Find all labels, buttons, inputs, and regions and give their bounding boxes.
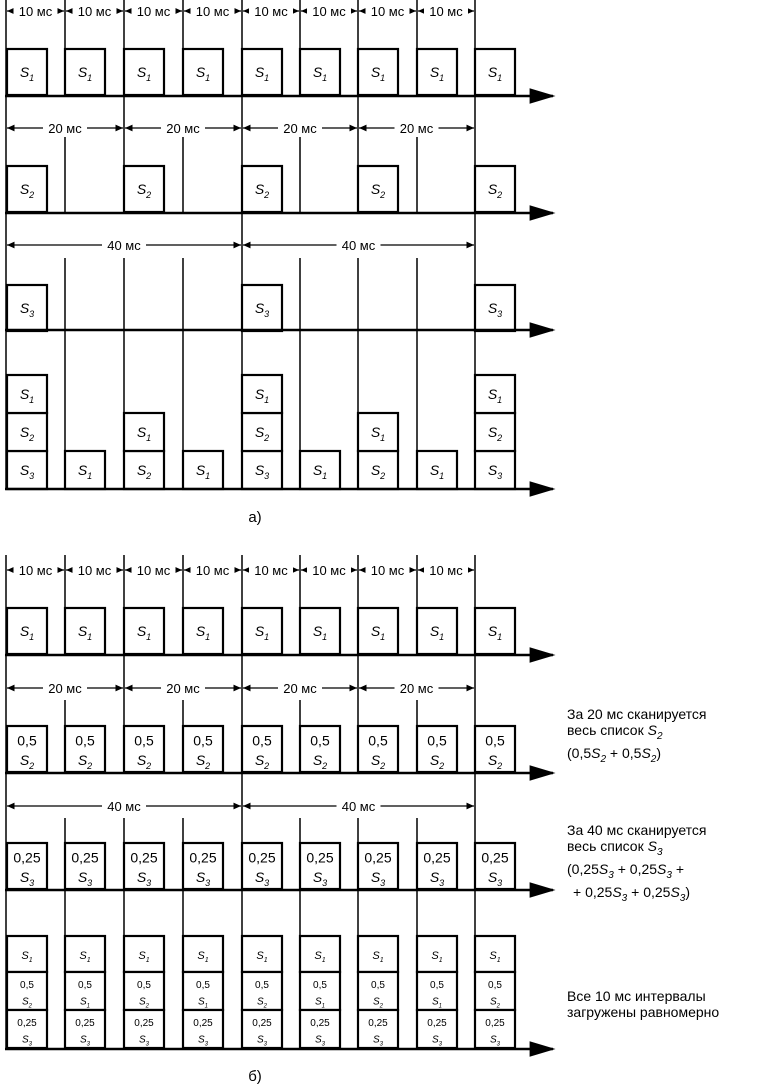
b-row4-col3-mid-coef: 0,5 (196, 979, 210, 991)
b-dim20-1-label: 20 мс (166, 681, 200, 696)
panel-a (5, 0, 553, 490)
b-row1-pulse-0-label: $S_1$ (19, 623, 35, 642)
b-row4-col6-top-label: $S_1$ (372, 950, 384, 964)
b-row4-col4-bot-coef: 0,25 (252, 1017, 272, 1029)
a-row4-stack5-item0-label: $S_1$ (312, 462, 328, 481)
a-dim40-1-label: 40 мс (341, 238, 376, 253)
a-dim20-3-label: 20 мс (399, 121, 434, 136)
b-row2-pulse-4-coef: 0,5 (252, 732, 272, 749)
note-40ms-line2: весь список $S_3$ (567, 838, 663, 858)
a-row4-stack8-item1-label: $S_2$ (487, 424, 503, 443)
b-row1-pulse-2-label: $S_1$ (136, 623, 152, 642)
b-row4-col2-mid-coef: 0,5 (137, 979, 151, 991)
b-dim20-0-label: 20 мс (48, 681, 82, 696)
b-row2-pulse-2-coef: 0,5 (134, 732, 154, 749)
a-row4-stack8-item2-label: $S_1$ (487, 386, 503, 405)
a-dim10-6-label: 10 мс (370, 4, 405, 19)
note-40ms-line4: + $0,25S_3 + 0,25S_3$) (573, 883, 691, 904)
a-dim10-5-label: 10 мс (312, 4, 346, 19)
a-dim10-0-label: 10 мс (18, 4, 53, 19)
b-row4-col7-bot-coef: 0,25 (427, 1017, 447, 1029)
b-dim10-7-label: 10 мс (429, 563, 463, 578)
panel-b (5, 555, 553, 1050)
note-20ms-line3: $(0,5S_2 + 0,5S_2)$ (567, 744, 662, 765)
b-row4-col5-bot-sym: $S_3$ (314, 1034, 326, 1048)
a-row4-stack6-item1-label: $S_1$ (370, 424, 386, 443)
a-row2-pulse-6-label: $S_2$ (370, 181, 386, 200)
b-row2-pulse-0-sym: $S_2$ (19, 752, 35, 772)
b-row3-pulse-3-sym: $S_3$ (195, 869, 211, 889)
b-row3-pulse-0-sym: $S_3$ (19, 869, 35, 889)
b-row3-pulse-6-sym: $S_3$ (370, 869, 386, 889)
a-dim20-2-label: 20 мс (283, 121, 317, 136)
b-row1-pulse-1-label: $S_1$ (77, 623, 93, 642)
note-uniform-line2: загружены равномерно (567, 1004, 720, 1020)
b-row2-pulse-8-coef: 0,5 (485, 732, 505, 749)
a-row3-pulse-8-label: $S_3$ (487, 300, 503, 319)
b-dim10-1-label: 10 мс (77, 563, 112, 578)
a-dim20-0-label: 20 мс (48, 121, 82, 136)
a-row1-pulse-6-label: $S_1$ (370, 64, 386, 83)
b-row4-col1-bot-sym: $S_3$ (79, 1034, 91, 1048)
b-row2-pulse-5-sym: $S_2$ (312, 752, 328, 772)
b-row1-pulse-3-label: $S_1$ (195, 623, 211, 642)
note-20ms-line1: За 20 мс сканируется (567, 706, 707, 722)
b-row4-col1-bot-coef: 0,25 (75, 1017, 95, 1029)
a-row1-pulse-0-label: $S_1$ (19, 64, 35, 83)
b-dim40-0-label: 40 мс (107, 799, 141, 814)
b-row4-col5-top-label: $S_1$ (314, 950, 326, 964)
b-row4-col3-mid-sym: $S_1$ (197, 996, 209, 1010)
b-row2-pulse-7-coef: 0,5 (427, 732, 447, 749)
b-row4-col2-bot-sym: $S_3$ (138, 1034, 150, 1048)
note-40ms-line3: ($0,25S_3 + 0,25S_3$ + (567, 860, 685, 881)
b-row4-col7-mid-sym: $S_1$ (431, 996, 443, 1010)
b-row4-col0-mid-sym: $S_2$ (21, 996, 33, 1010)
a-row4-stack1-item0-label: $S_1$ (77, 462, 93, 481)
a-row2-pulse-8-label: $S_2$ (487, 181, 503, 200)
a-dim20-1-label: 20 мс (166, 121, 200, 136)
b-row2-pulse-0-coef: 0,5 (17, 732, 37, 749)
a-row1-pulse-7-label: $S_1$ (429, 64, 445, 83)
b-dim10-6-label: 10 мс (370, 563, 405, 578)
a-row1-pulse-4-label: $S_1$ (254, 64, 270, 83)
b-row3-pulse-5-sym: $S_3$ (312, 869, 328, 889)
b-dim40-1-label: 40 мс (341, 799, 376, 814)
b-row2-pulse-7-sym: $S_2$ (429, 752, 445, 772)
b-row4-col8-mid-sym: $S_2$ (489, 996, 501, 1010)
panel-b-caption: б) (248, 1068, 262, 1085)
panel-a-caption: а) (248, 509, 262, 526)
b-row4-col3-top-label: $S_1$ (197, 950, 209, 964)
b-row3-pulse-2-coef: 0,25 (130, 849, 158, 866)
a-dim10-3-label: 10 мс (195, 4, 230, 19)
b-row4-col2-bot-coef: 0,25 (134, 1017, 154, 1029)
b-row3-pulse-8-sym: $S_3$ (487, 869, 503, 889)
b-row3-pulse-4-coef: 0,25 (248, 849, 276, 866)
b-row4-col7-bot-sym: $S_3$ (431, 1034, 443, 1048)
a-row1-pulse-3-label: $S_1$ (195, 64, 211, 83)
b-row4-col6-bot-coef: 0,25 (368, 1017, 388, 1029)
b-row4-col0-bot-coef: 0,25 (17, 1017, 37, 1029)
b-row4-col0-bot-sym: $S_3$ (21, 1034, 33, 1048)
b-row3-pulse-8-coef: 0,25 (481, 849, 509, 866)
b-row4-col4-mid-coef: 0,5 (255, 979, 269, 991)
a-row4-stack0-item1-label: $S_2$ (19, 424, 35, 443)
b-row4-col6-bot-sym: $S_3$ (372, 1034, 384, 1048)
note-20ms (567, 706, 707, 768)
a-dim10-7-label: 10 мс (429, 4, 463, 19)
note-uniform (567, 988, 719, 1020)
b-dim10-3-label: 10 мс (195, 563, 230, 578)
b-row1-pulse-7-label: $S_1$ (429, 623, 445, 642)
a-row4-stack2-item0-label: $S_2$ (136, 462, 152, 481)
b-row4-col2-top-label: $S_1$ (138, 950, 150, 964)
b-row2-pulse-1-coef: 0,5 (75, 732, 95, 749)
b-row3-pulse-7-sym: $S_3$ (429, 869, 445, 889)
b-dim20-3-label: 20 мс (399, 681, 434, 696)
a-row3-pulse-0-label: $S_3$ (19, 300, 35, 319)
a-row3-pulse-4-label: $S_3$ (254, 300, 270, 319)
b-row1-pulse-5-label: $S_1$ (312, 623, 328, 642)
a-row2-pulse-4-label: $S_2$ (254, 181, 270, 200)
a-row4-stack2-item1-label: $S_1$ (136, 424, 152, 443)
a-row4-stack4-item0-label: $S_3$ (254, 462, 270, 481)
b-row3-pulse-2-sym: $S_3$ (136, 869, 152, 889)
b-row1-pulse-4-label: $S_1$ (254, 623, 270, 642)
a-dim40-0-label: 40 мс (107, 238, 141, 253)
b-row3-pulse-3-coef: 0,25 (189, 849, 217, 866)
b-row4-col2-mid-sym: $S_2$ (138, 996, 150, 1010)
b-row2-pulse-3-coef: 0,5 (193, 732, 213, 749)
note-40ms (567, 822, 707, 906)
b-row4-col7-top-label: $S_1$ (431, 950, 443, 964)
b-row4-col5-mid-coef: 0,5 (313, 979, 327, 991)
b-row2-pulse-5-coef: 0,5 (310, 732, 330, 749)
b-row4-col6-mid-sym: $S_2$ (372, 996, 384, 1010)
b-row4-col0-top-label: $S_1$ (21, 950, 33, 964)
b-row4-col8-top-label: $S_1$ (489, 950, 501, 964)
note-40ms-line1: За 40 мс сканируется (567, 822, 707, 838)
a-dim10-4-label: 10 мс (254, 4, 288, 19)
b-row4-col6-mid-coef: 0,5 (371, 979, 385, 991)
b-row2-pulse-2-sym: $S_2$ (136, 752, 152, 772)
a-row4-stack7-item0-label: $S_1$ (429, 462, 445, 481)
b-row1-pulse-8-label: $S_1$ (487, 623, 503, 642)
b-dim10-5-label: 10 мс (312, 563, 346, 578)
a-dim10-1-label: 10 мс (77, 4, 112, 19)
a-row4-stack0-item2-label: $S_1$ (19, 386, 35, 405)
b-row4-col5-mid-sym: $S_1$ (314, 996, 326, 1010)
b-row4-col1-mid-sym: $S_1$ (79, 996, 91, 1010)
b-row4-col4-bot-sym: $S_3$ (256, 1034, 268, 1048)
note-uniform-line1: Все 10 мс интервалы (567, 988, 706, 1004)
b-row3-pulse-5-coef: 0,25 (306, 849, 334, 866)
a-row1-pulse-1-label: $S_1$ (77, 64, 93, 83)
b-row3-pulse-4-sym: $S_3$ (254, 869, 270, 889)
b-row3-pulse-1-sym: $S_3$ (77, 869, 93, 889)
b-row4-col1-top-label: $S_1$ (79, 950, 91, 964)
a-row2-pulse-0-label: $S_2$ (19, 181, 35, 200)
b-row4-col4-mid-sym: $S_2$ (256, 996, 268, 1010)
b-row2-pulse-6-coef: 0,5 (368, 732, 388, 749)
b-row4-col3-bot-sym: $S_3$ (197, 1034, 209, 1048)
b-dim20-2-label: 20 мс (283, 681, 317, 696)
b-row2-pulse-1-sym: $S_2$ (77, 752, 93, 772)
b-row2-pulse-4-sym: $S_2$ (254, 752, 270, 772)
a-row1-pulse-5-label: $S_1$ (312, 64, 328, 83)
b-dim10-0-label: 10 мс (18, 563, 53, 578)
b-row3-pulse-6-coef: 0,25 (364, 849, 392, 866)
b-row4-col8-bot-coef: 0,25 (485, 1017, 505, 1029)
b-row1-pulse-6-label: $S_1$ (370, 623, 386, 642)
a-row4-stack4-item1-label: $S_2$ (254, 424, 270, 443)
a-row4-stack8-item0-label: $S_3$ (487, 462, 503, 481)
a-dim10-2-label: 10 мс (136, 4, 171, 19)
b-row4-col5-bot-coef: 0,25 (310, 1017, 330, 1029)
b-row4-col7-mid-coef: 0,5 (430, 979, 444, 991)
b-dim10-2-label: 10 мс (136, 563, 171, 578)
b-row3-pulse-1-coef: 0,25 (71, 849, 99, 866)
b-row2-pulse-3-sym: $S_2$ (195, 752, 211, 772)
a-row1-pulse-8-label: $S_1$ (487, 64, 503, 83)
b-row4-col8-bot-sym: $S_3$ (489, 1034, 501, 1048)
b-row4-col3-bot-coef: 0,25 (193, 1017, 213, 1029)
b-dim10-4-label: 10 мс (254, 563, 288, 578)
a-row1-pulse-2-label: $S_1$ (136, 64, 152, 83)
b-row3-pulse-0-coef: 0,25 (13, 849, 41, 866)
b-row4-col1-mid-coef: 0,5 (78, 979, 92, 991)
a-row4-stack3-item0-label: $S_1$ (195, 462, 211, 481)
a-row2-pulse-2-label: $S_2$ (136, 181, 152, 200)
b-row3-pulse-7-coef: 0,25 (423, 849, 451, 866)
note-20ms-line2: весь список $S_2$ (567, 722, 663, 742)
b-row4-col0-mid-coef: 0,5 (20, 979, 34, 991)
b-row4-col8-mid-coef: 0,5 (488, 979, 502, 991)
b-row2-pulse-6-sym: $S_2$ (370, 752, 386, 772)
b-row4-col4-top-label: $S_1$ (256, 950, 268, 964)
b-row2-pulse-8-sym: $S_2$ (487, 752, 503, 772)
a-row4-stack0-item0-label: $S_3$ (19, 462, 35, 481)
a-row4-stack4-item2-label: $S_1$ (254, 386, 270, 405)
a-row4-stack6-item0-label: $S_2$ (370, 462, 386, 481)
